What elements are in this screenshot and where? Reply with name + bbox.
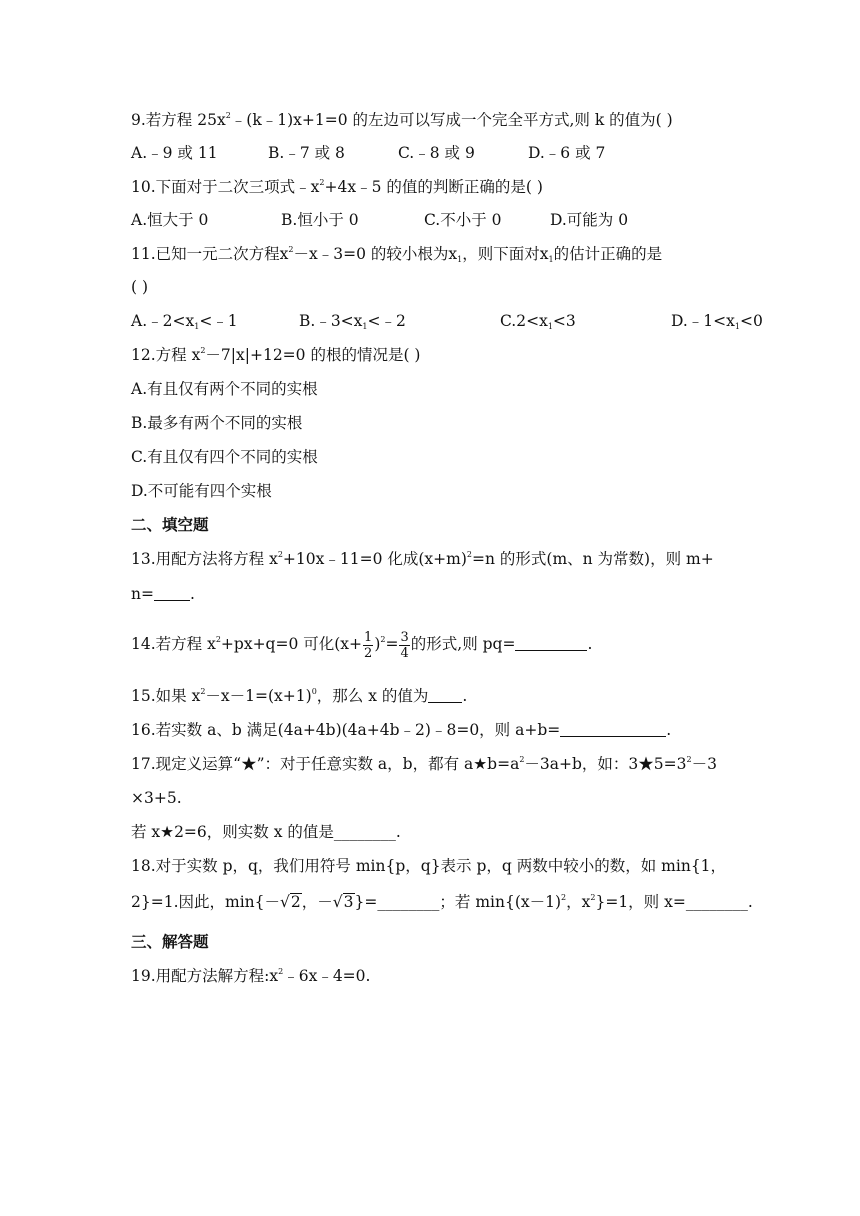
fraction-three-quarters: $\frac{3}{4}$ (400, 629, 409, 661)
question-10-option-d: D.可能为 0 (550, 211, 629, 229)
question-9-option-b: B.﹣7 或 8 (268, 144, 345, 162)
question-11-answer-paren: ( ) (131, 278, 149, 296)
question-11-option-b: $B.﹣3<x_1<﹣2$ (299, 312, 406, 331)
square-root-2: √2 (280, 893, 301, 911)
question-12-option-d: D.不可能有四个实根 (131, 482, 272, 500)
question-12-option-c: C.有且仅有四个不同的实根 (131, 448, 318, 466)
question-11-option-c: $C.2<x_1<3$ (500, 312, 576, 331)
answer-blank[interactable] (560, 722, 666, 737)
question-9-option-c: C.﹣8 或 9 (398, 144, 475, 162)
question-9-stem: 9.若方程 $25x^2﹣(k﹣1)x+1=0$ 的左边可以写成一个完全平方式,则 k 的值为( ) (131, 111, 673, 129)
question-10-stem: 10.下面对于二次三项式$﹣x^2+4x﹣5$ 的值的判断正确的是( ) (131, 178, 543, 196)
section-fill-in-heading: 二、填空题 (131, 516, 209, 534)
question-18-line-2: 2}=1.因此，min{－√2，－√3}=________；若 $\min\{(x-1)^2$，$x^2\}=1$，则 x=________. (131, 893, 753, 911)
question-10-option-c: C.不小于 0 (424, 211, 502, 229)
question-14-stem: 14.若方程 $x^2+px+q=0$ 可化(x+ $\frac{1}{2}$ )$^2$= $\frac{3}{4}$ 的形式,则 pq= . (131, 629, 593, 661)
question-12-option-b: B.最多有两个不同的实根 (131, 414, 303, 432)
square-root-3: √3 (332, 893, 354, 911)
question-11-option-d: $D.﹣1<x_1<0$ (671, 312, 763, 331)
question-17-line-1: 17.现定义运算“★”：对于任意实数 a，b，都有 $a★b=a^2-3a+b$，如：$3★5=3^2-3$ (131, 755, 717, 773)
question-15-stem: 15.如果 $x^2-x-1=(x+1)^0$，那么 x 的值为 . (131, 687, 468, 705)
question-13-line-1: 13.用配方法将方程 $x^2+10x﹣11=0$ 化成$(x+m)^2=n$ 的形式(m、n 为常数)，则 m+ (131, 550, 714, 568)
question-11-option-a: $A.﹣2<x_1<﹣1$ (131, 312, 238, 331)
question-9-option-d: D.﹣6 或 7 (528, 144, 606, 162)
question-19-stem: 19.用配方法解方程$:x^2﹣6x﹣4=0$. (131, 967, 371, 985)
answer-blank[interactable] (154, 586, 190, 601)
question-17-line-3: 若 x★2=6，则实数 x 的值是________. (131, 823, 401, 841)
question-9-option-a: A.﹣9 或 11 (131, 144, 218, 162)
question-10-option-b: B.恒小于 0 (281, 211, 359, 229)
question-11-stem: 11.已知一元二次方程$x^2-x﹣3=0$ 的较小根为$x_1$，则下面对$x_1$的估计正确的是 (131, 245, 663, 264)
question-12-option-a: A.有且仅有两个不同的实根 (131, 380, 318, 398)
question-13-line-2: n= . (131, 585, 195, 603)
question-17-line-2: ×3+5. (131, 789, 182, 807)
answer-blank[interactable] (428, 688, 462, 703)
question-10-option-a: A.恒大于 0 (131, 211, 209, 229)
question-18-line-1: 18.对于实数 p，q，我们用符号 min{p，q}表示 p，q 两数中较小的数，如 min{1， (131, 857, 727, 875)
section-solve-heading: 三、解答题 (131, 933, 209, 951)
question-16-stem: 16.若实数 a、b 满足(4a+4b)(4a+4b﹣2)﹣8=0，则 a+b= . (131, 721, 672, 739)
answer-blank[interactable] (515, 636, 587, 651)
fraction-one-half: $\frac{1}{2}$ (364, 629, 373, 661)
question-12-stem: 12.方程 $x^2-7|x|+12=0$ 的根的情况是( ) (131, 346, 421, 364)
